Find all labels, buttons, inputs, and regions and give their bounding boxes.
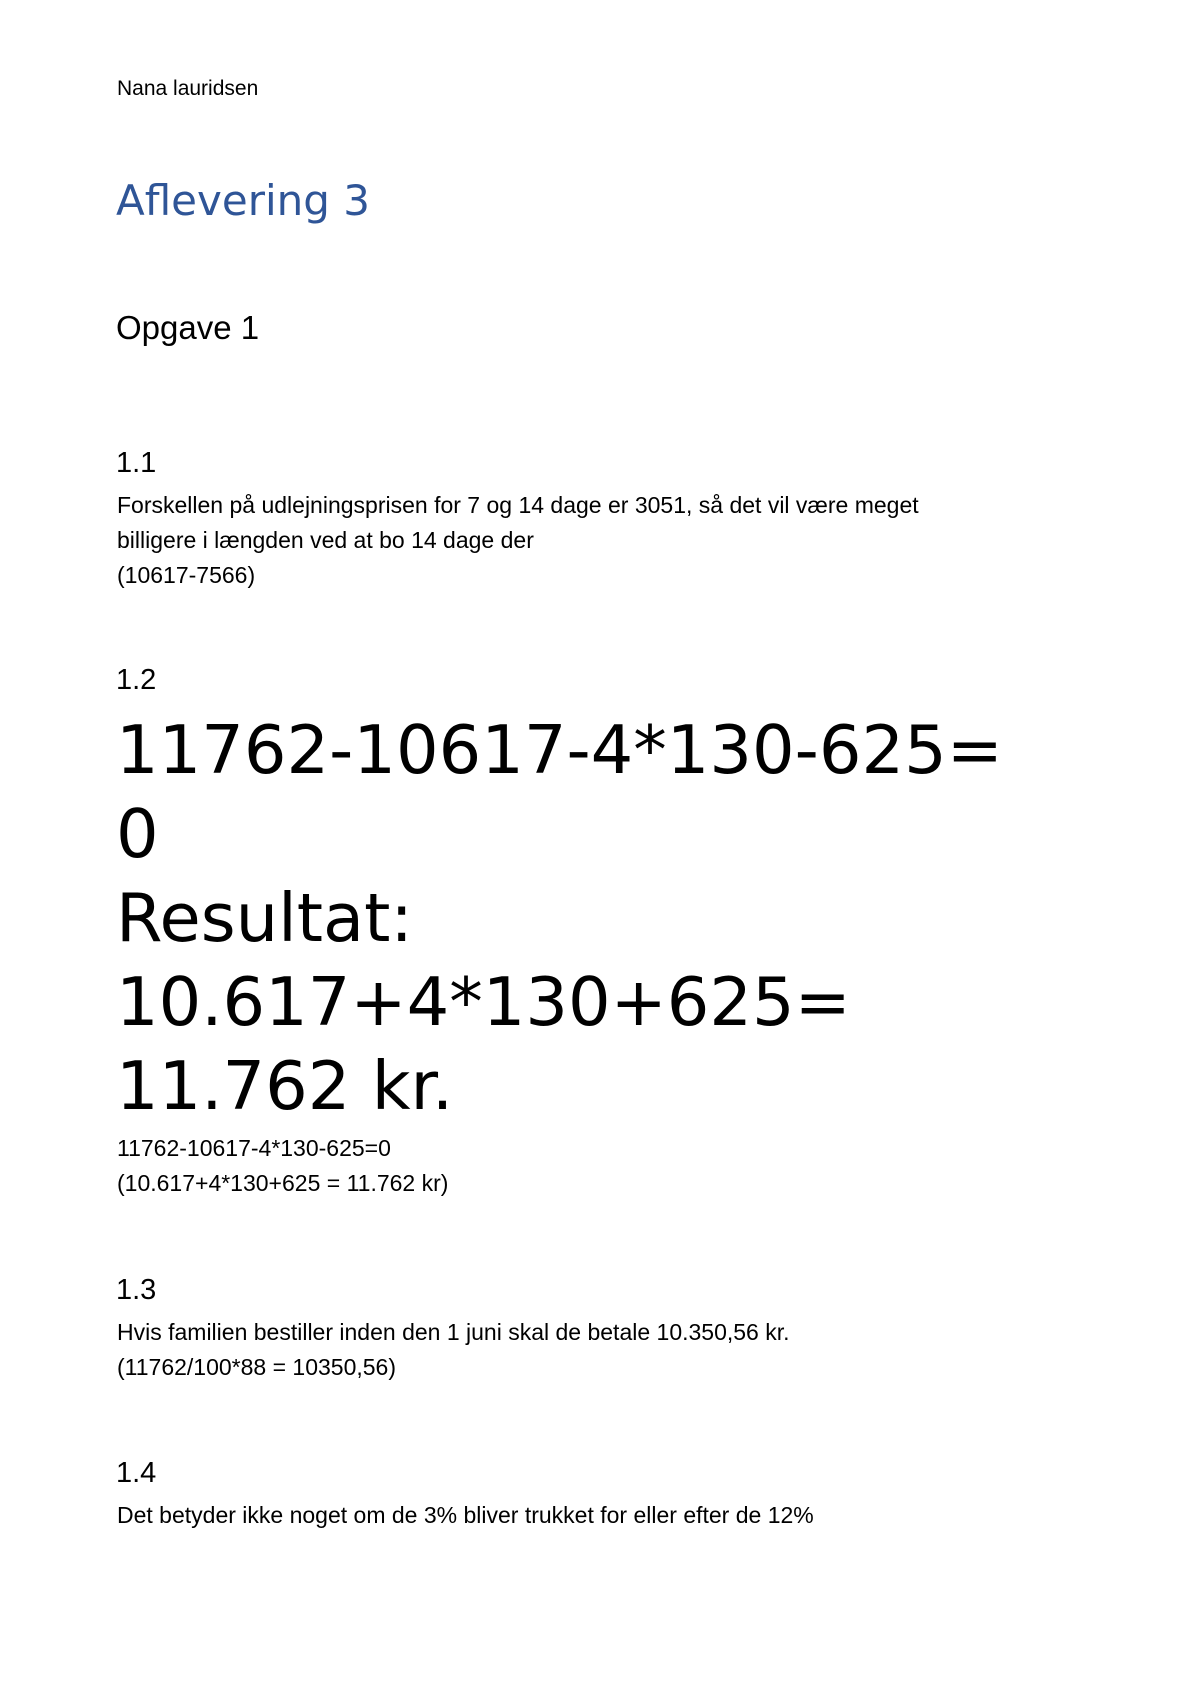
large-equation-line: Resultat:	[116, 879, 413, 957]
section-number-1-4: 1.4	[116, 1457, 157, 1489]
section-1-1-line: billigere i længden ved at bo 14 dage der	[117, 527, 534, 553]
section-1-3-line: (11762/100*88 = 10350,56)	[117, 1354, 397, 1380]
section-1-1-line: (10617-7566)	[117, 562, 256, 588]
section-1-2-line: 11762-10617-4*130-625=0	[117, 1135, 391, 1161]
document-title: Aflevering 3	[116, 176, 371, 225]
section-number-1-1: 1.1	[116, 447, 157, 479]
section-number-1-3: 1.3	[116, 1274, 157, 1306]
assignment-heading: Opgave 1	[116, 309, 260, 346]
section-1-1-line: Forskellen på udlejningsprisen for 7 og 14 dage er 3051, så det vil være meget	[117, 492, 919, 518]
section-1-3-line: Hvis familien bestiller inden den 1 juni skal de betale 10.350,56 kr.	[117, 1319, 790, 1345]
section-1-2-line: (10.617+4*130+625 = 11.762 kr)	[117, 1170, 449, 1196]
large-equation-line: 11762-10617-4*130-625=	[116, 711, 1003, 789]
large-equation-line: 0	[116, 795, 159, 873]
section-number-1-2: 1.2	[116, 664, 157, 696]
section-1-4-line: Det betyder ikke noget om de 3% bliver trukket for eller efter de 12%	[117, 1502, 814, 1528]
large-equation-line: 10.617+4*130+625=	[116, 963, 851, 1041]
large-equation-line: 11.762 kr.	[116, 1047, 454, 1125]
author-name: Nana lauridsen	[117, 77, 259, 100]
large-equation-block	[116, 708, 1003, 1128]
